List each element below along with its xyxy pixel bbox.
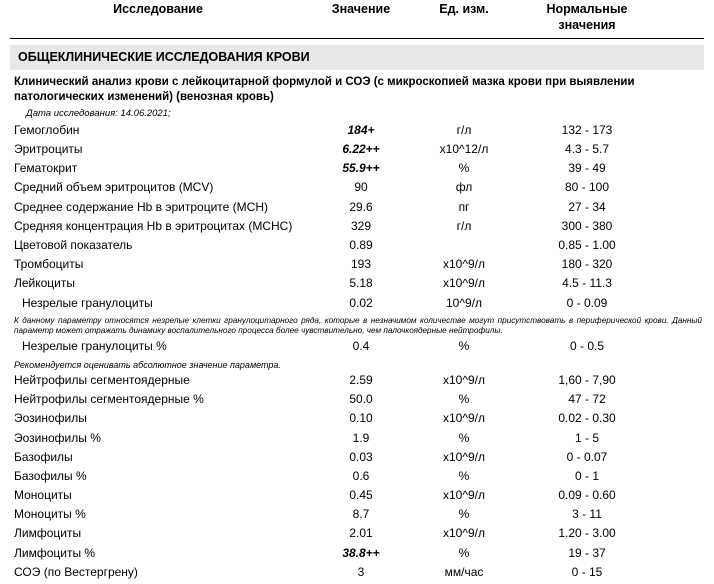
- row-unit: х10^9/л: [443, 257, 485, 272]
- note-immature-granulocytes: К данному параметру относятся незрелые клетки гранулоцитарного ряда, которые в незначимом количестве могут присутствовать в периферической крови. Данный параметр может отражать динамику воспалительного процесса более чувствительно, чем палочкоядерные нейтрофилы.: [14, 315, 702, 336]
- header-col-unit: Ед. изм.: [439, 2, 489, 16]
- row-analyte-name: Базофилы: [14, 449, 73, 464]
- row-value: 38.8++: [342, 545, 380, 560]
- row-unit: х10^9/л: [443, 276, 485, 291]
- row-analyte-name: Лимфоциты: [14, 526, 82, 541]
- row-normal-range: 80 - 100: [564, 180, 610, 195]
- row-unit: х10^9/л: [443, 449, 485, 464]
- row-unit: х10^9/л: [443, 372, 485, 387]
- table-row: [10, 488, 704, 507]
- header-col-value: Значение: [331, 2, 391, 16]
- row-analyte-name: Нейтрофилы сегментоядерные: [14, 372, 190, 387]
- table-row: [10, 526, 704, 545]
- row-unit: х10^12/л: [439, 142, 489, 157]
- row-analyte-name: Эритроциты: [14, 142, 83, 157]
- row-analyte-name: Средняя концентрация Hb в эритроцитах (MCHC): [14, 218, 293, 233]
- row-normal-range: 3 - 11: [572, 507, 602, 522]
- row-analyte-name: Нейтрофилы сегментоядерные %: [14, 392, 204, 407]
- row-value: 0.02: [349, 295, 373, 310]
- table-row: [10, 507, 704, 526]
- row-normal-range: 0 - 0.5: [569, 338, 605, 353]
- note-absolute-value: Рекомендуется оценивать абсолютное значение параметра.: [14, 359, 281, 370]
- row-normal-range: 19 - 37: [568, 545, 606, 560]
- table-row: [10, 123, 704, 142]
- row-analyte-name: Лимфоциты %: [14, 545, 96, 560]
- row-value: 329: [350, 218, 372, 233]
- row-normal-range: 132 - 173: [561, 122, 613, 137]
- row-unit: 10^9/л: [446, 295, 482, 310]
- row-normal-range: 0 - 15: [571, 564, 603, 579]
- row-unit: %: [458, 161, 470, 176]
- row-value: 6.22++: [342, 142, 380, 157]
- row-value: 29.6: [349, 199, 373, 214]
- row-value: 0.89: [349, 238, 373, 252]
- row-normal-range: 4.5 - 11.3: [562, 276, 612, 291]
- table-row: [10, 392, 704, 411]
- row-analyte-name: Тромбоциты: [14, 257, 84, 272]
- row-unit: фл: [455, 180, 473, 195]
- row-normal-range: 4.3 - 5.7: [564, 142, 610, 157]
- row-analyte-name: Лейкоциты: [14, 276, 76, 291]
- row-normal-range: 1,60 - 7,90: [558, 372, 616, 387]
- row-normal-range: 39 - 49: [568, 161, 606, 176]
- row-normal-range: 1.20 - 3.00: [558, 526, 616, 541]
- row-value: 5.18: [349, 276, 373, 291]
- row-value: 3: [357, 564, 365, 579]
- row-analyte-name: Гематокрит: [14, 161, 78, 176]
- row-unit: %: [458, 392, 470, 407]
- table-row: [10, 180, 704, 199]
- table-row: [10, 450, 704, 469]
- row-normal-range: 27 - 34: [568, 199, 606, 214]
- table-row: [10, 469, 704, 488]
- row-normal-range: 300 - 380: [561, 218, 613, 233]
- row-value: 1.9: [352, 430, 370, 445]
- header-divider: [10, 38, 704, 39]
- row-value: 0.03: [349, 449, 373, 464]
- row-unit: пг: [458, 199, 470, 214]
- row-normal-range: 47 - 72: [568, 392, 606, 407]
- row-value: 184+: [347, 122, 375, 137]
- row-value: 2.01: [349, 526, 373, 541]
- row-value: 50.0: [349, 392, 373, 407]
- row-value: 8.7: [352, 507, 370, 522]
- row-unit: %: [458, 507, 470, 522]
- table-row: [10, 142, 704, 161]
- table-row: [10, 546, 704, 565]
- table-row: [10, 200, 704, 219]
- row-normal-range: 1 - 5: [574, 430, 599, 445]
- row-value: 90: [354, 180, 368, 195]
- table-row: [10, 161, 704, 180]
- table-row: [10, 373, 704, 392]
- row-normal-range: 0.09 - 0.60: [558, 488, 616, 503]
- row-normal-range: 0 - 1: [574, 468, 599, 483]
- results-group-2: [10, 339, 704, 358]
- table-row: [10, 565, 704, 584]
- row-normal-range: 0.85 - 1.00: [558, 238, 616, 252]
- table-row: [10, 411, 704, 430]
- row-value: 0.45: [349, 488, 373, 503]
- row-analyte-name: Эозинофилы: [14, 411, 87, 426]
- header-col-norm-line2: значения: [558, 17, 616, 32]
- row-analyte-name: Незрелые гранулоциты: [22, 295, 153, 310]
- row-value: 0.6: [352, 468, 370, 483]
- table-row: [10, 339, 704, 358]
- row-unit: мм/час: [444, 564, 484, 579]
- row-value: 193: [350, 257, 372, 272]
- header-col-norm-line1: Нормальные: [546, 2, 628, 16]
- row-normal-range: 0.02 - 0.30: [558, 411, 616, 426]
- results-group-3: [10, 373, 704, 584]
- results-group-1: [10, 123, 704, 315]
- row-unit: г/л: [456, 218, 472, 233]
- row-analyte-name: Среднее содержание Hb в эритроците (MCH): [14, 199, 268, 214]
- table-header: [10, 0, 704, 36]
- row-unit: %: [458, 430, 470, 445]
- row-analyte-name: Незрелые гранулоциты %: [22, 338, 167, 353]
- row-value: 2.59: [349, 372, 373, 387]
- header-col-name: Исследование: [113, 2, 203, 16]
- row-analyte-name: Моноциты: [14, 488, 72, 503]
- row-unit: х10^9/л: [443, 526, 485, 541]
- row-unit: %: [458, 545, 470, 560]
- row-unit: х10^9/л: [443, 488, 485, 503]
- section-title: ОБЩЕКЛИНИЧЕСКИЕ ИССЛЕДОВАНИЯ КРОВИ: [10, 45, 704, 70]
- row-unit: %: [458, 468, 470, 483]
- row-analyte-name: Цветовой показатель: [14, 238, 133, 252]
- row-analyte-name: СОЭ (по Вестергрену): [14, 564, 138, 579]
- table-row: [10, 219, 704, 238]
- table-row: [10, 296, 704, 315]
- row-value: 55.9++: [342, 161, 380, 176]
- row-unit: х10^9/л: [443, 411, 485, 426]
- table-row: [10, 238, 704, 257]
- row-analyte-name: Эозинофилы %: [14, 430, 101, 445]
- study-date: Дата исследования: 14.06.2021;: [26, 107, 171, 119]
- row-value: 0.10: [349, 411, 373, 426]
- header-col-norm: [512, 2, 662, 33]
- row-normal-range: 0 - 0.07: [566, 449, 608, 464]
- row-analyte-name: Гемоглобин: [14, 122, 80, 137]
- row-unit: %: [458, 338, 470, 353]
- row-unit: г/л: [456, 122, 472, 137]
- row-normal-range: 180 - 320: [561, 257, 613, 272]
- table-row: [10, 431, 704, 450]
- row-analyte-name: Моноциты %: [14, 507, 86, 522]
- section-subtitle: Клинический анализ крови с лейкоцитарной формулой и СОЭ (с микроскопией мазка крови при выявлении патологических изменений) (венозная кровь): [14, 76, 635, 103]
- row-value: 0.4: [352, 338, 370, 353]
- row-normal-range: 0 - 0.09: [566, 295, 608, 310]
- row-analyte-name: Средний объем эритроцитов (MCV): [14, 180, 214, 195]
- row-analyte-name: Базофилы %: [14, 468, 87, 483]
- table-row: [10, 257, 704, 276]
- table-row: [10, 276, 704, 295]
